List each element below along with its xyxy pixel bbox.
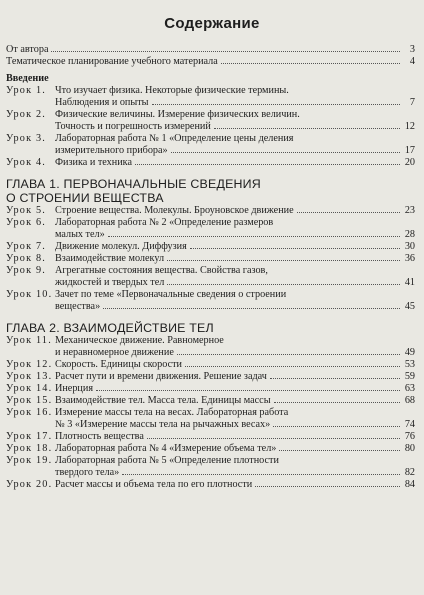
entry-body — [55, 383, 415, 395]
entry-body — [55, 85, 415, 109]
lesson-label: Урок 7. — [6, 241, 47, 252]
entry-text: Точность и погрешность измерений — [55, 121, 211, 132]
page-number: 41 — [404, 277, 415, 288]
page-number: 49 — [404, 347, 415, 358]
page-number: 45 — [404, 301, 415, 312]
entry-line — [55, 133, 415, 145]
entry-body — [55, 335, 415, 359]
entry-text: Плотность вещества — [55, 431, 144, 442]
entry-text: Наблюдения и опыты — [55, 97, 149, 108]
entry-text: Агрегатные состояния вещества. Свойства газов, — [55, 265, 268, 276]
dot-leader — [270, 378, 400, 379]
entry-text: Тематическое планирование учебного материала — [6, 56, 218, 67]
entry-line — [55, 301, 415, 313]
toc-entry — [6, 289, 415, 313]
entry-body — [55, 205, 415, 217]
entry-text: Строение вещества. Молекулы. Броуновское движение — [55, 205, 294, 216]
entry-text: Физика и техника — [55, 157, 132, 168]
toc-entry — [6, 217, 415, 241]
lesson-label: Урок 10. — [6, 289, 53, 300]
table-of-contents — [0, 44, 424, 491]
entry-line — [55, 289, 415, 301]
lesson-label: Урок 17. — [6, 431, 53, 442]
toc-entry — [6, 133, 415, 157]
page-number: 12 — [404, 121, 415, 132]
page-number: 59 — [404, 371, 415, 382]
lesson-label: Урок 16. — [6, 407, 53, 418]
dot-leader — [274, 402, 400, 403]
dot-leader — [103, 308, 400, 309]
lesson-label: Урок 9. — [6, 265, 47, 276]
entry-text: Лабораторная работа № 2 «Определение размеров — [55, 217, 274, 228]
lesson-label: Урок 11. — [6, 335, 52, 346]
dot-leader — [171, 152, 400, 153]
entry-body — [6, 56, 415, 68]
entry-text: Взаимодействие тел. Масса тела. Единицы массы — [55, 395, 271, 406]
entry-body — [55, 109, 415, 133]
entry-text: Измерение массы тела на весах. Лабораторная работа — [55, 407, 289, 418]
chapter-heading-line: ГЛАВА 2. ВЗАИМОДЕЙСТВИЕ ТЕЛ — [6, 321, 214, 335]
page-number: 17 — [404, 145, 415, 156]
page-number: 3 — [409, 44, 415, 55]
entry-text: Движение молекул. Диффузия — [55, 241, 187, 252]
entry-line — [55, 347, 415, 359]
entry-line — [55, 431, 415, 443]
entry-line — [55, 335, 415, 347]
front-matter — [6, 44, 415, 68]
entry-text: малых тел» — [55, 229, 105, 240]
entry-line — [55, 85, 415, 97]
entry-body — [55, 253, 415, 265]
dot-leader — [273, 426, 400, 427]
entry-line — [55, 109, 415, 121]
entry-body — [55, 289, 415, 313]
entry-line — [55, 145, 415, 157]
toc-entry — [6, 455, 415, 479]
dot-leader — [167, 284, 400, 285]
entry-body — [55, 443, 415, 455]
toc-entry — [6, 109, 415, 133]
toc-entry — [6, 205, 415, 217]
entry-text: Зачет по теме «Первоначальные сведения о строении — [55, 289, 287, 300]
entry-line — [55, 205, 415, 217]
intro-lessons — [6, 85, 415, 169]
toc-entry — [6, 253, 415, 265]
entry-body — [55, 479, 415, 491]
page-number: 84 — [404, 479, 415, 490]
entry-body — [55, 133, 415, 157]
lesson-label: Урок 6. — [6, 217, 47, 228]
entry-text: Физические величины. Измерение физических величин. — [55, 109, 300, 120]
entry-line — [55, 383, 415, 395]
dot-leader — [177, 354, 400, 355]
toc-entry — [6, 335, 415, 359]
page-title: Содержание — [164, 15, 260, 32]
entry-body — [55, 157, 415, 169]
entry-text: и неравномерное движение — [55, 347, 174, 358]
entry-line — [55, 479, 415, 491]
dot-leader — [147, 438, 400, 439]
entry-body — [55, 407, 415, 431]
entry-body — [55, 217, 415, 241]
entry-body — [6, 44, 415, 56]
lesson-label: Урок 14. — [6, 383, 53, 394]
toc-entry — [6, 395, 415, 407]
dot-leader — [185, 366, 400, 367]
page-number: 30 — [404, 241, 415, 252]
page-number: 74 — [404, 419, 415, 430]
lesson-label: Урок 18. — [6, 443, 53, 454]
toc-entry — [6, 44, 415, 56]
toc-entry — [6, 85, 415, 109]
entry-body — [55, 455, 415, 479]
entry-text: Что изучает физика. Некоторые физические термины. — [55, 85, 289, 96]
chapter-heading-line: ГЛАВА 1. ПЕРВОНАЧАЛЬНЫЕ СВЕДЕНИЯ — [6, 177, 261, 191]
toc-entry — [6, 157, 415, 169]
entry-text: жидкостей и твердых тел — [55, 277, 165, 288]
toc-entry — [6, 371, 415, 383]
page-number: 20 — [404, 157, 415, 168]
page-number: 63 — [404, 383, 415, 394]
entry-line — [55, 359, 415, 371]
dot-leader — [51, 51, 400, 52]
entry-line — [55, 253, 415, 265]
toc-entry — [6, 56, 415, 68]
page-number: 23 — [404, 205, 415, 216]
lesson-label: Урок 20. — [6, 479, 53, 490]
entry-body — [55, 395, 415, 407]
lesson-label: Урок 5. — [6, 205, 47, 216]
lesson-label: Урок 4. — [6, 157, 47, 168]
entry-line — [55, 277, 415, 289]
dot-leader — [190, 248, 400, 249]
entry-body — [55, 241, 415, 253]
toc-entry — [6, 359, 415, 371]
dot-leader — [214, 128, 400, 129]
entry-text: Лабораторная работа № 4 «Измерение объема тел» — [55, 443, 277, 454]
dot-leader — [152, 104, 400, 105]
entry-line — [55, 419, 415, 431]
entry-text: Лабораторная работа № 5 «Определение плотности — [55, 455, 279, 466]
toc-entry — [6, 479, 415, 491]
page-number: 68 — [404, 395, 415, 406]
page-number: 28 — [404, 229, 415, 240]
entry-line — [55, 467, 415, 479]
dot-leader — [135, 164, 400, 165]
toc-entry — [6, 383, 415, 395]
dot-leader — [255, 486, 400, 487]
lesson-label: Урок 8. — [6, 253, 47, 264]
toc-entry — [6, 407, 415, 431]
entry-text: Взаимодействие молекул — [55, 253, 165, 264]
lesson-label: Урок 19. — [6, 455, 53, 466]
chapter-heading-line: О СТРОЕНИИ ВЕЩЕСТВА — [6, 191, 164, 205]
toc-entry — [6, 241, 415, 253]
entry-line — [55, 443, 415, 455]
entry-body — [55, 431, 415, 443]
chapter-1-lessons — [6, 205, 415, 313]
dot-leader — [279, 450, 400, 451]
intro-heading: Введение — [6, 73, 49, 84]
entry-body — [55, 265, 415, 289]
entry-line — [55, 97, 415, 109]
dot-leader — [96, 390, 400, 391]
entry-text: Расчет пути и времени движения. Решение задач — [55, 371, 267, 382]
entry-text: Скорость. Единицы скорости — [55, 359, 182, 370]
page-number: 36 — [404, 253, 415, 264]
entry-line — [55, 217, 415, 229]
entry-line — [55, 455, 415, 467]
page-number: 53 — [404, 359, 415, 370]
entry-line — [6, 44, 415, 56]
page-number: 82 — [404, 467, 415, 478]
entry-line — [55, 157, 415, 169]
page-number: 4 — [409, 56, 415, 67]
entry-text: твердого тела» — [55, 467, 120, 478]
entry-line — [55, 265, 415, 277]
entry-text: № 3 «Измерение массы тела на рычажных весах» — [55, 419, 271, 430]
chapter-2-heading — [6, 321, 415, 335]
entry-line — [55, 371, 415, 383]
entry-body — [55, 371, 415, 383]
entry-body — [55, 359, 415, 371]
toc-entry — [6, 443, 415, 455]
entry-line — [55, 241, 415, 253]
dot-leader — [221, 63, 400, 64]
chapter-1-heading — [6, 177, 415, 205]
entry-text: От автора — [6, 44, 49, 55]
entry-text: Механическое движение. Равномерное — [55, 335, 224, 346]
lesson-label: Урок 13. — [6, 371, 53, 382]
page-number: 80 — [404, 443, 415, 454]
entry-line — [55, 407, 415, 419]
page-number: 76 — [404, 431, 415, 442]
entry-text: Расчет массы и объема тела по его плотности — [55, 479, 253, 490]
entry-line — [6, 56, 415, 68]
entry-text: Лабораторная работа № 1 «Определение цены деления — [55, 133, 294, 144]
entry-line — [55, 121, 415, 133]
dot-leader — [122, 474, 400, 475]
entry-text: измерительного прибора» — [55, 145, 168, 156]
dot-leader — [167, 260, 400, 261]
lesson-label: Урок 12. — [6, 359, 53, 370]
entry-line — [55, 229, 415, 241]
entry-text: Инерция — [55, 383, 94, 394]
toc-entry — [6, 431, 415, 443]
entry-text: вещества» — [55, 301, 101, 312]
chapter-2-lessons — [6, 335, 415, 491]
lesson-label: Урок 3. — [6, 133, 47, 144]
dot-leader — [297, 212, 400, 213]
lesson-label: Урок 2. — [6, 109, 47, 120]
lesson-label: Урок 15. — [6, 395, 53, 406]
toc-entry — [6, 265, 415, 289]
page-number: 7 — [409, 97, 415, 108]
lesson-label: Урок 1. — [6, 85, 47, 96]
entry-line — [55, 395, 415, 407]
dot-leader — [108, 236, 400, 237]
